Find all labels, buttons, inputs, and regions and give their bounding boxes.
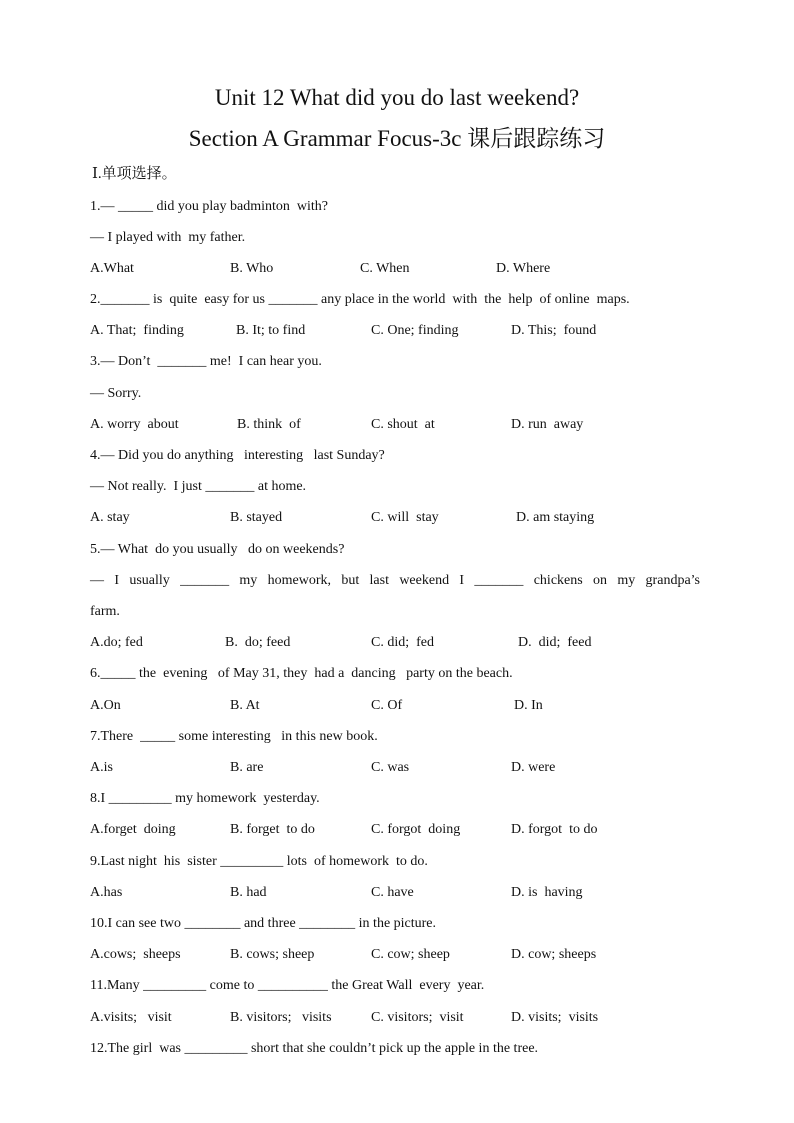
question-11-option-b: B. visitors; visits	[230, 1010, 332, 1025]
question-10-option-b: B. cows; sheep	[230, 947, 315, 962]
question-5-option-a: A.do; fed	[90, 635, 143, 650]
question-7-option-d: D. were	[511, 760, 556, 775]
question-8-option-d: D. forgot to do	[511, 822, 598, 837]
question-2-option-c: C. One; finding	[371, 323, 459, 338]
page-subtitle: Section A Grammar Focus-3c 课后跟踪练习	[188, 126, 606, 151]
question-2-option-a: A. That; finding	[90, 323, 184, 338]
question-9-stem: 9.Last night his sister _________ lots of homework to do.	[90, 854, 428, 869]
question-6-option-c: C. Of	[371, 698, 403, 713]
question-2-option-d: D. This; found	[511, 323, 597, 338]
question-10-option-d: D. cow; sheeps	[511, 947, 597, 962]
question-10-option-a: A.cows; sheeps	[90, 947, 181, 962]
question-5-option-b: B. do; feed	[225, 635, 291, 650]
question-3-option-b: B. think of	[237, 417, 301, 432]
question-10-option-c: C. cow; sheep	[371, 947, 450, 962]
question-1-reply: — I played with my father.	[90, 230, 246, 245]
question-11-option-a: A.visits; visit	[90, 1010, 172, 1025]
question-6-stem: 6._____ the evening of May 31, they had a dancing party on the beach.	[90, 666, 513, 681]
question-6-option-b: B. At	[230, 698, 260, 713]
question-2-stem: 2._______ is quite easy for us _______ any place in the world with the help of online maps.	[90, 292, 630, 307]
question-11-stem: 11.Many _________ come to __________ the Great Wall every year.	[90, 978, 485, 993]
question-3-stem: 3.— Don’t _______ me! I can hear you.	[90, 354, 322, 369]
question-12-stem: 12.The girl was _________ short that she couldn’t pick up the apple in the tree.	[90, 1041, 539, 1056]
question-3-option-c: C. shout at	[371, 417, 435, 432]
question-1-option-b: B. Who	[230, 261, 274, 276]
question-9-option-b: B. had	[230, 885, 267, 900]
question-2-option-b: B. It; to find	[236, 323, 306, 338]
page-title: Unit 12 What did you do last weekend?	[214, 85, 580, 110]
question-8-option-a: A.forget doing	[90, 822, 176, 837]
question-1-option-d: D. Where	[496, 261, 551, 276]
question-4-stem: 4.— Did you do anything interesting last Sunday?	[90, 448, 385, 463]
question-1-stem: 1.— _____ did you play badminton with?	[90, 199, 328, 214]
question-4-option-a: A. stay	[90, 510, 130, 525]
question-3-option-d: D. run away	[511, 417, 584, 432]
question-8-option-b: B. forget to do	[230, 822, 315, 837]
question-11-option-c: C. visitors; visit	[371, 1010, 464, 1025]
question-10-stem: 10.I can see two ________ and three ________ in the picture.	[90, 916, 437, 931]
question-7-option-c: C. was	[371, 760, 410, 775]
question-7-option-b: B. are	[230, 760, 264, 775]
question-7-stem: 7.There _____ some interesting in this new book.	[90, 729, 378, 744]
question-11-option-d: D. visits; visits	[511, 1010, 599, 1025]
question-4-option-b: B. stayed	[230, 510, 283, 525]
section-heading: Ⅰ.单项选择。	[92, 166, 177, 182]
question-5-option-d: D. did; feed	[518, 635, 592, 650]
question-3-reply: — Sorry.	[90, 386, 142, 401]
question-9-option-a: A.has	[90, 885, 123, 900]
question-5-reply-continued: farm.	[90, 604, 120, 619]
question-1-option-a: A.What	[90, 261, 134, 276]
question-6-option-d: D. In	[514, 698, 543, 713]
question-4-option-c: C. will stay	[371, 510, 439, 525]
question-4-option-d: D. am staying	[516, 510, 595, 525]
question-6-option-a: A.On	[90, 698, 121, 713]
question-4-reply: — Not really. I just _______ at home.	[90, 479, 307, 494]
question-7-option-a: A.is	[90, 760, 113, 775]
question-1-option-c: C. When	[360, 261, 410, 276]
question-5-reply: — I usually _______ my homework, but last weekend I _______ chickens on my grandpa’s	[90, 573, 700, 588]
question-5-option-c: C. did; fed	[371, 635, 434, 650]
question-3-option-a: A. worry about	[90, 417, 179, 432]
question-8-option-c: C. forgot doing	[371, 822, 461, 837]
question-5-stem: 5.— What do you usually do on weekends?	[90, 542, 345, 557]
question-9-option-d: D. is having	[511, 885, 583, 900]
question-9-option-c: C. have	[371, 885, 414, 900]
question-8-stem: 8.I _________ my homework yesterday.	[90, 791, 320, 806]
